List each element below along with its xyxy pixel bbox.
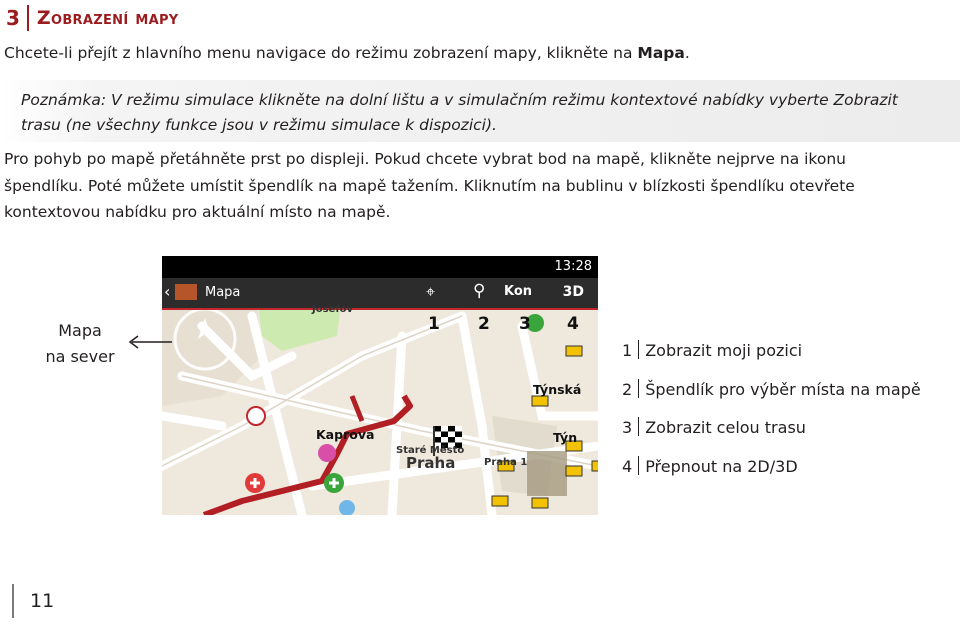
callout-marker-4: 4 bbox=[567, 314, 579, 334]
body-line: špendlíku. Poté můžete umístit špendlík na mapě tažením. Kliknutím na bublinu v blízkosti špendlíku otevřete bbox=[4, 176, 855, 195]
app-title: Mapa bbox=[205, 285, 241, 300]
map-label: Týnská bbox=[533, 382, 582, 397]
arrow-left-icon bbox=[126, 334, 172, 350]
body-line: kontextovou nabídku pro aktuální místo na mapě. bbox=[4, 203, 391, 221]
app-bar bbox=[162, 278, 598, 310]
back-icon[interactable]: ‹ bbox=[164, 282, 171, 301]
callout-list bbox=[622, 340, 921, 494]
intro-paragraph: Chcete-li přejít z hlavního menu navigace do režimu zobrazení mapy, klikněte na Mapa. bbox=[4, 44, 690, 62]
body-line: Pro pohyb po mapě přetáhněte prst po displeji. Pokud chcete vybrat bod na mapě, klikněte nejprve na ikonu bbox=[4, 150, 846, 168]
heading-divider bbox=[27, 5, 29, 31]
pin-icon[interactable]: ⚲ bbox=[473, 281, 486, 301]
map-label: Staré Město bbox=[396, 445, 465, 456]
body-paragraph bbox=[4, 146, 960, 226]
map-label: Praha 1 bbox=[484, 457, 528, 468]
callout-item: 4 Přepnout na 2D/3D bbox=[622, 456, 798, 476]
section-title: Zobrazení mapy bbox=[36, 7, 179, 29]
callout-item: 3 Zobrazit celou trasu bbox=[622, 418, 806, 437]
app-logo-icon bbox=[175, 284, 197, 300]
map-label: Josefov bbox=[312, 304, 354, 315]
route-overview-label[interactable]: Kon bbox=[504, 284, 533, 299]
map-label: Kaprova bbox=[316, 427, 375, 442]
callout-marker-2: 2 bbox=[478, 314, 490, 334]
intro-bold-term: Mapa bbox=[637, 44, 685, 62]
section-number: 3 bbox=[6, 6, 20, 30]
page-footer bbox=[12, 584, 54, 618]
note-text: Poznámka: V režimu simulace klikněte na dolní lištu a v simulačním režimu kontextové nabídky vyberte Zobrazit trasu (ne všechny funkce jsou v režimu simulace k dispozici). bbox=[21, 91, 898, 134]
callout-marker-1: 1 bbox=[428, 314, 440, 334]
north-map-label: Mapa na sever bbox=[45, 321, 115, 366]
footer-divider bbox=[12, 584, 14, 618]
section-heading bbox=[6, 4, 179, 32]
note-box bbox=[0, 80, 960, 142]
callout-item: 2 Špendlík pro výběr místa na mapě bbox=[622, 379, 921, 399]
view-mode-button[interactable]: 3D bbox=[562, 284, 584, 300]
callout-item: 1 Zobrazit moji pozici bbox=[622, 341, 803, 360]
map-screenshot bbox=[162, 256, 598, 515]
map-label: Praha bbox=[406, 454, 456, 472]
callout-marker-3: 3 bbox=[519, 314, 531, 334]
my-position-icon[interactable]: ⌖ bbox=[426, 282, 436, 301]
3d-building bbox=[527, 451, 567, 496]
page-number: 11 bbox=[30, 590, 55, 612]
map-label: Týn bbox=[553, 430, 578, 445]
status-time: 13:28 bbox=[554, 259, 592, 274]
status-bar bbox=[162, 256, 598, 278]
